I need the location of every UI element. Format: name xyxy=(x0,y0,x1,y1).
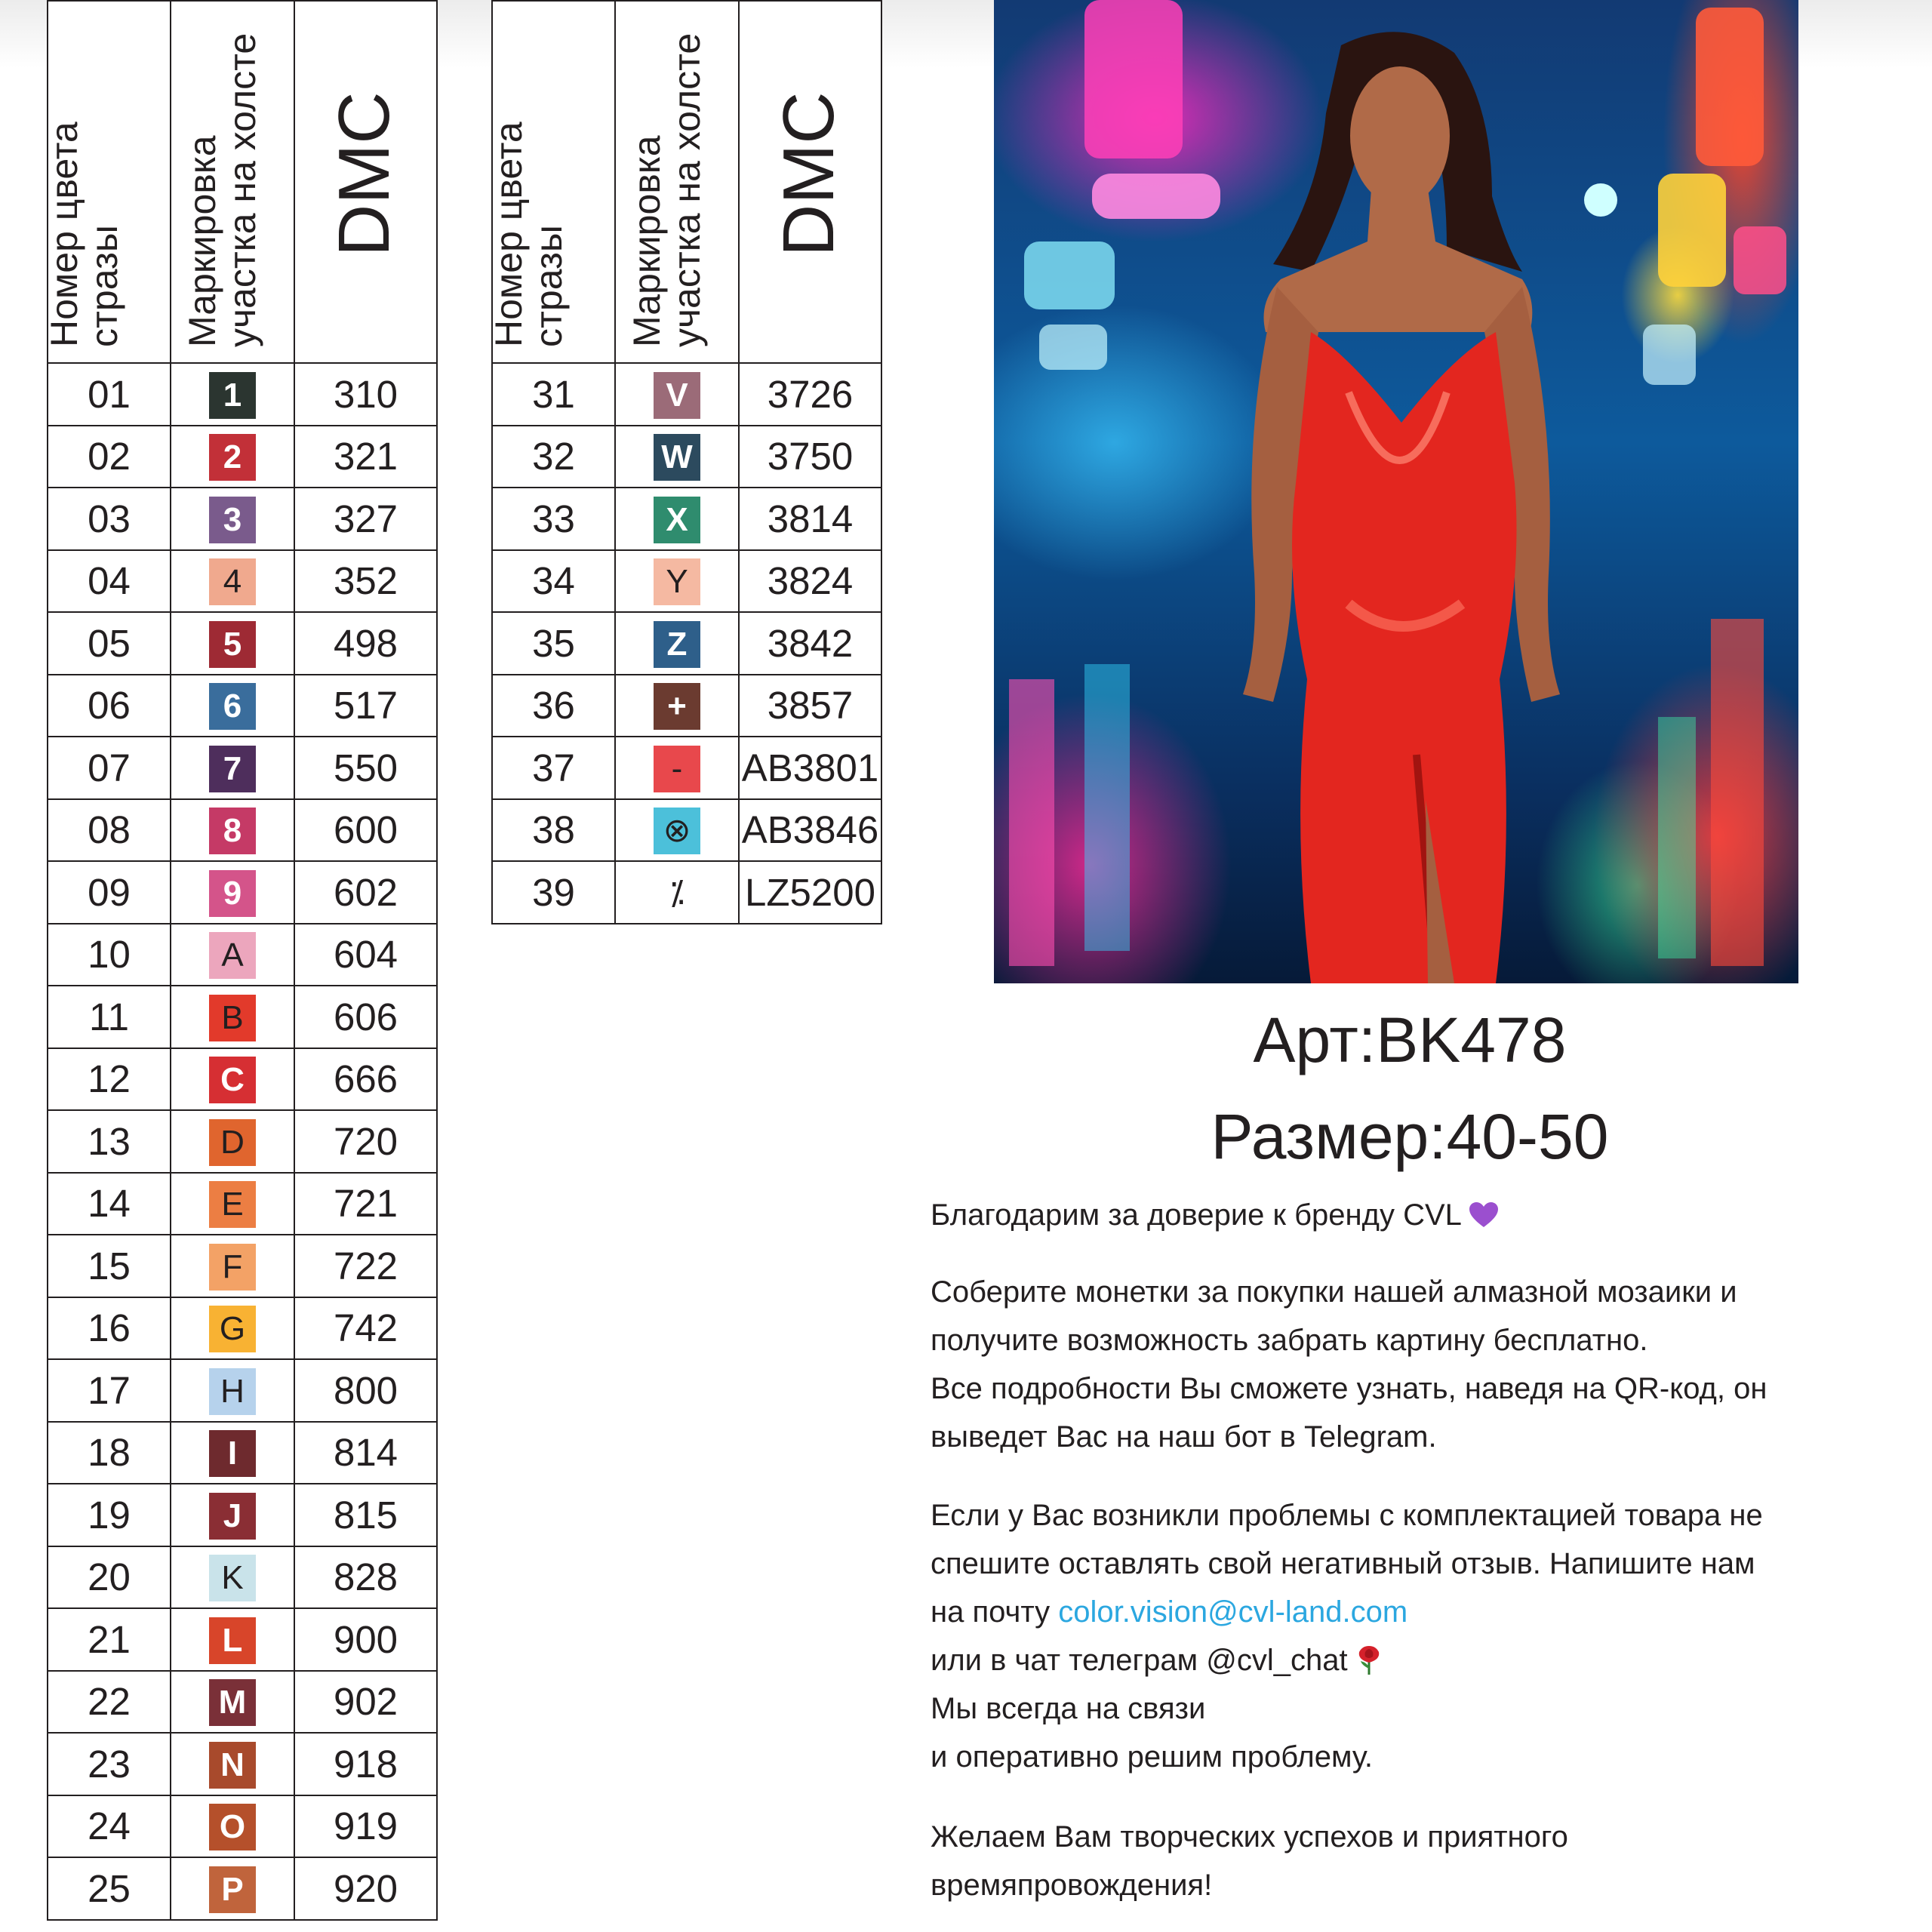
marking-swatch: J xyxy=(209,1493,256,1540)
marking-swatch: 3 xyxy=(209,497,256,543)
marking-cell xyxy=(171,1857,294,1920)
coins-paragraph xyxy=(931,1268,1897,1461)
dmc-code-cell: 920 xyxy=(294,1857,437,1920)
table-row xyxy=(48,550,437,613)
color-number-cell: 39 xyxy=(492,861,615,924)
marking-cell xyxy=(615,488,739,550)
header-text: Маркировка xyxy=(181,135,223,347)
color-number-cell: 25 xyxy=(48,1857,171,1920)
color-number-cell: 09 xyxy=(48,861,171,924)
coins-line: Соберите монетки за покупки нашей алмазной мозаики и xyxy=(931,1275,1737,1309)
marking-cell xyxy=(171,1546,294,1609)
dmc-code-cell: 3726 xyxy=(739,363,881,426)
marking-cell xyxy=(171,426,294,488)
table-row xyxy=(48,1297,437,1360)
marking-cell xyxy=(171,1173,294,1235)
table-row xyxy=(48,1422,437,1484)
support-telegram-line xyxy=(931,1636,1897,1684)
marking-cell xyxy=(171,1608,294,1671)
marking-cell xyxy=(615,426,739,488)
table-row xyxy=(48,1857,437,1920)
dmc-code-cell: 3750 xyxy=(739,426,881,488)
color-key-table-left xyxy=(43,0,438,1921)
color-key-table-right xyxy=(488,0,882,924)
table-row xyxy=(492,861,881,924)
color-number-cell: 11 xyxy=(48,986,171,1048)
color-number-cell: 20 xyxy=(48,1546,171,1609)
dmc-code-cell: 722 xyxy=(294,1235,437,1297)
product-size: Размер:40-50 xyxy=(1211,1101,1609,1172)
dmc-code-cell: 918 xyxy=(294,1733,437,1795)
table-row xyxy=(48,1048,437,1111)
dmc-code-cell: AB3801 xyxy=(739,737,881,799)
table-row xyxy=(48,1733,437,1795)
dmc-code-cell: 900 xyxy=(294,1608,437,1671)
marking-swatch: M xyxy=(209,1679,256,1726)
table-row xyxy=(48,1110,437,1173)
table-row xyxy=(48,861,437,924)
header-dmc xyxy=(294,1,437,363)
marking-swatch: L xyxy=(209,1617,256,1664)
table-row xyxy=(492,550,881,613)
color-number-cell: 06 xyxy=(48,675,171,737)
marking-swatch: - xyxy=(654,746,700,792)
dmc-code-cell: 721 xyxy=(294,1173,437,1235)
marking-swatch: K xyxy=(209,1555,256,1601)
header-canvas-marking xyxy=(171,1,294,363)
color-number-cell: 05 xyxy=(48,612,171,675)
table-row xyxy=(48,1173,437,1235)
marking-cell xyxy=(171,1048,294,1111)
dmc-code-cell: 3842 xyxy=(739,612,881,675)
color-number-cell: 35 xyxy=(492,612,615,675)
support-paragraph xyxy=(931,1491,1897,1781)
table-row xyxy=(48,363,437,426)
color-number-cell: 18 xyxy=(48,1422,171,1484)
marking-cell xyxy=(615,799,739,862)
table-row xyxy=(492,737,881,799)
marking-swatch: I xyxy=(209,1430,256,1477)
marking-cell xyxy=(171,363,294,426)
marking-swatch: H xyxy=(209,1368,256,1415)
marking-swatch: G xyxy=(209,1306,256,1352)
color-number-cell: 10 xyxy=(48,924,171,986)
support-email-line xyxy=(931,1588,1897,1636)
table-row xyxy=(492,363,881,426)
header-text: Маркировка xyxy=(626,135,668,347)
table-row xyxy=(48,426,437,488)
marking-swatch: 7 xyxy=(209,746,256,792)
support-telegram-text: или в чат телеграм @cvl_chat xyxy=(931,1644,1348,1677)
color-number-cell: 13 xyxy=(48,1110,171,1173)
marking-cell xyxy=(171,612,294,675)
table-header-row xyxy=(492,1,881,363)
marking-swatch: B xyxy=(209,995,256,1041)
thanks-text: Благодарим за доверие к бренду CVL xyxy=(931,1198,1461,1232)
marking-swatch: 1 xyxy=(209,372,256,419)
marking-cell xyxy=(171,924,294,986)
thanks-paragraph xyxy=(931,1191,1897,1239)
wishes-paragraph xyxy=(931,1813,1897,1909)
marking-cell xyxy=(615,861,739,924)
table-row xyxy=(48,1671,437,1734)
color-number-cell: 32 xyxy=(492,426,615,488)
marking-swatch: V xyxy=(654,372,700,419)
dmc-code-cell: 310 xyxy=(294,363,437,426)
marking-cell xyxy=(171,1484,294,1546)
dmc-code-cell: 550 xyxy=(294,737,437,799)
color-number-cell: 37 xyxy=(492,737,615,799)
marking-cell xyxy=(171,799,294,862)
marking-swatch: ⊗ xyxy=(654,808,700,854)
color-number-cell: 36 xyxy=(492,675,615,737)
table-row xyxy=(48,799,437,862)
marking-cell xyxy=(171,986,294,1048)
marking-cell xyxy=(615,675,739,737)
marking-swatch: 5 xyxy=(209,621,256,668)
color-number-cell: 23 xyxy=(48,1733,171,1795)
header-text: стразы xyxy=(82,225,125,347)
marking-swatch: Y xyxy=(654,558,700,605)
dmc-code-cell: LZ5200 xyxy=(739,861,881,924)
header-text: участка на холсте xyxy=(665,32,708,347)
support-line: Мы всегда на связи xyxy=(931,1692,1206,1725)
marking-cell xyxy=(171,1235,294,1297)
table-row xyxy=(48,737,437,799)
dmc-code-cell: 321 xyxy=(294,426,437,488)
table-row xyxy=(48,986,437,1048)
dmc-code-cell: 352 xyxy=(294,550,437,613)
marking-cell xyxy=(171,1795,294,1858)
marking-cell xyxy=(615,612,739,675)
support-line: и оперативно решим проблему. xyxy=(931,1740,1374,1774)
header-text: Номер цвета xyxy=(43,122,85,347)
rose-icon xyxy=(1356,1644,1382,1675)
qr-line: Все подробности Вы сможете узнать, наведя на QR-код, он xyxy=(931,1372,1767,1405)
marking-swatch: C xyxy=(209,1057,256,1103)
support-line: Если у Вас возникли проблемы с комплектацией товара не xyxy=(931,1499,1763,1532)
dmc-code-cell: AB3846 xyxy=(739,799,881,862)
wishes-line: Желаем Вам творческих успехов и приятного xyxy=(931,1820,1568,1854)
dmc-code-cell: 3857 xyxy=(739,675,881,737)
photo-illustration xyxy=(994,0,1798,983)
color-number-cell: 19 xyxy=(48,1484,171,1546)
header-canvas-marking xyxy=(615,1,739,363)
dmc-code-cell: 720 xyxy=(294,1110,437,1173)
color-number-cell: 34 xyxy=(492,550,615,613)
color-number-cell: 31 xyxy=(492,363,615,426)
table-row xyxy=(48,1359,437,1422)
table-row xyxy=(48,612,437,675)
dmc-code-cell: 666 xyxy=(294,1048,437,1111)
dmc-code-cell: 919 xyxy=(294,1795,437,1858)
marking-cell xyxy=(171,1671,294,1734)
table-header-row xyxy=(48,1,437,363)
marking-swatch: 6 xyxy=(209,683,256,730)
support-email-prefix: на почту xyxy=(931,1595,1059,1629)
color-number-cell: 04 xyxy=(48,550,171,613)
color-number-cell: 24 xyxy=(48,1795,171,1858)
header-color-number xyxy=(43,1,171,363)
table-row xyxy=(492,799,881,862)
dmc-code-cell: 606 xyxy=(294,986,437,1048)
marking-swatch: Z xyxy=(654,621,700,668)
color-number-cell: 33 xyxy=(492,488,615,550)
color-number-cell: 01 xyxy=(48,363,171,426)
marking-cell xyxy=(615,737,739,799)
marking-cell xyxy=(171,675,294,737)
color-number-cell: 17 xyxy=(48,1359,171,1422)
dmc-code-cell: 600 xyxy=(294,799,437,862)
color-number-cell: 21 xyxy=(48,1608,171,1671)
marking-cell xyxy=(171,1297,294,1360)
marking-swatch: X xyxy=(654,497,700,543)
header-text: DMC xyxy=(768,91,849,257)
dmc-code-cell: 327 xyxy=(294,488,437,550)
support-line: спешите оставлять свой негативный отзыв. Напишите нам xyxy=(931,1547,1755,1580)
marking-swatch: 2 xyxy=(209,434,256,481)
marking-swatch: 8 xyxy=(209,808,256,854)
marking-swatch: O xyxy=(209,1804,256,1850)
header-text: стразы xyxy=(527,225,570,347)
marking-cell xyxy=(615,550,739,613)
dmc-code-cell: 815 xyxy=(294,1484,437,1546)
dmc-code-cell: 517 xyxy=(294,675,437,737)
marking-swatch: 4 xyxy=(209,558,256,605)
color-number-cell: 38 xyxy=(492,799,615,862)
marking-swatch: E xyxy=(209,1181,256,1228)
article-number: Арт:BK478 xyxy=(1253,1004,1567,1075)
marking-swatch: D xyxy=(209,1119,256,1166)
marking-cell xyxy=(171,550,294,613)
header-text: Номер цвета xyxy=(488,122,530,347)
color-number-cell: 14 xyxy=(48,1173,171,1235)
table-row xyxy=(48,675,437,737)
support-email-link[interactable]: color.vision@cvl-land.com xyxy=(1058,1595,1408,1629)
marking-cell xyxy=(171,1422,294,1484)
header-color-number xyxy=(488,1,615,363)
table-row xyxy=(48,1795,437,1858)
marking-swatch: N xyxy=(209,1742,256,1789)
marking-swatch: W xyxy=(654,434,700,481)
marking-cell xyxy=(171,1110,294,1173)
wishes-line: времяпровождения! xyxy=(931,1869,1213,1902)
table-row xyxy=(492,426,881,488)
dmc-code-cell: 742 xyxy=(294,1297,437,1360)
color-number-cell: 03 xyxy=(48,488,171,550)
marking-cell xyxy=(171,861,294,924)
table-row xyxy=(48,1546,437,1609)
dmc-code-cell: 498 xyxy=(294,612,437,675)
table-row xyxy=(492,612,881,675)
marking-cell xyxy=(171,488,294,550)
table-row xyxy=(48,1608,437,1671)
color-number-cell: 16 xyxy=(48,1297,171,1360)
marking-swatch: F xyxy=(209,1244,256,1291)
dmc-code-cell: 602 xyxy=(294,861,437,924)
marking-cell xyxy=(615,363,739,426)
marking-swatch: ⁒ xyxy=(654,870,700,917)
marking-swatch: + xyxy=(654,683,700,730)
dmc-code-cell: 902 xyxy=(294,1671,437,1734)
dmc-code-cell: 814 xyxy=(294,1422,437,1484)
color-number-cell: 07 xyxy=(48,737,171,799)
dmc-code-cell: 828 xyxy=(294,1546,437,1609)
color-number-cell: 08 xyxy=(48,799,171,862)
dmc-code-cell: 3824 xyxy=(739,550,881,613)
dmc-code-cell: 604 xyxy=(294,924,437,986)
table-row xyxy=(492,488,881,550)
color-number-cell: 12 xyxy=(48,1048,171,1111)
table-row xyxy=(492,675,881,737)
table-row xyxy=(48,1235,437,1297)
table-row xyxy=(48,1484,437,1546)
table-row xyxy=(48,924,437,986)
coins-line: получите возможность забрать картину бесплатно. xyxy=(931,1324,1648,1357)
marking-cell xyxy=(171,737,294,799)
marking-cell xyxy=(171,1359,294,1422)
marking-cell xyxy=(171,1733,294,1795)
marking-swatch: A xyxy=(209,932,256,979)
qr-line: выведет Вас на наш бот в Telegram. xyxy=(931,1420,1437,1454)
product-photo xyxy=(994,0,1798,983)
header-dmc xyxy=(739,1,881,363)
marking-swatch: P xyxy=(209,1866,256,1913)
color-number-cell: 02 xyxy=(48,426,171,488)
header-text: DMC xyxy=(324,91,405,257)
color-number-cell: 15 xyxy=(48,1235,171,1297)
table-row xyxy=(48,488,437,550)
purple-heart-icon xyxy=(1469,1202,1498,1228)
color-number-cell: 22 xyxy=(48,1671,171,1734)
dmc-code-cell: 3814 xyxy=(739,488,881,550)
dmc-code-cell: 800 xyxy=(294,1359,437,1422)
marking-swatch: 9 xyxy=(209,870,256,917)
header-text: участка на холсте xyxy=(220,32,263,347)
